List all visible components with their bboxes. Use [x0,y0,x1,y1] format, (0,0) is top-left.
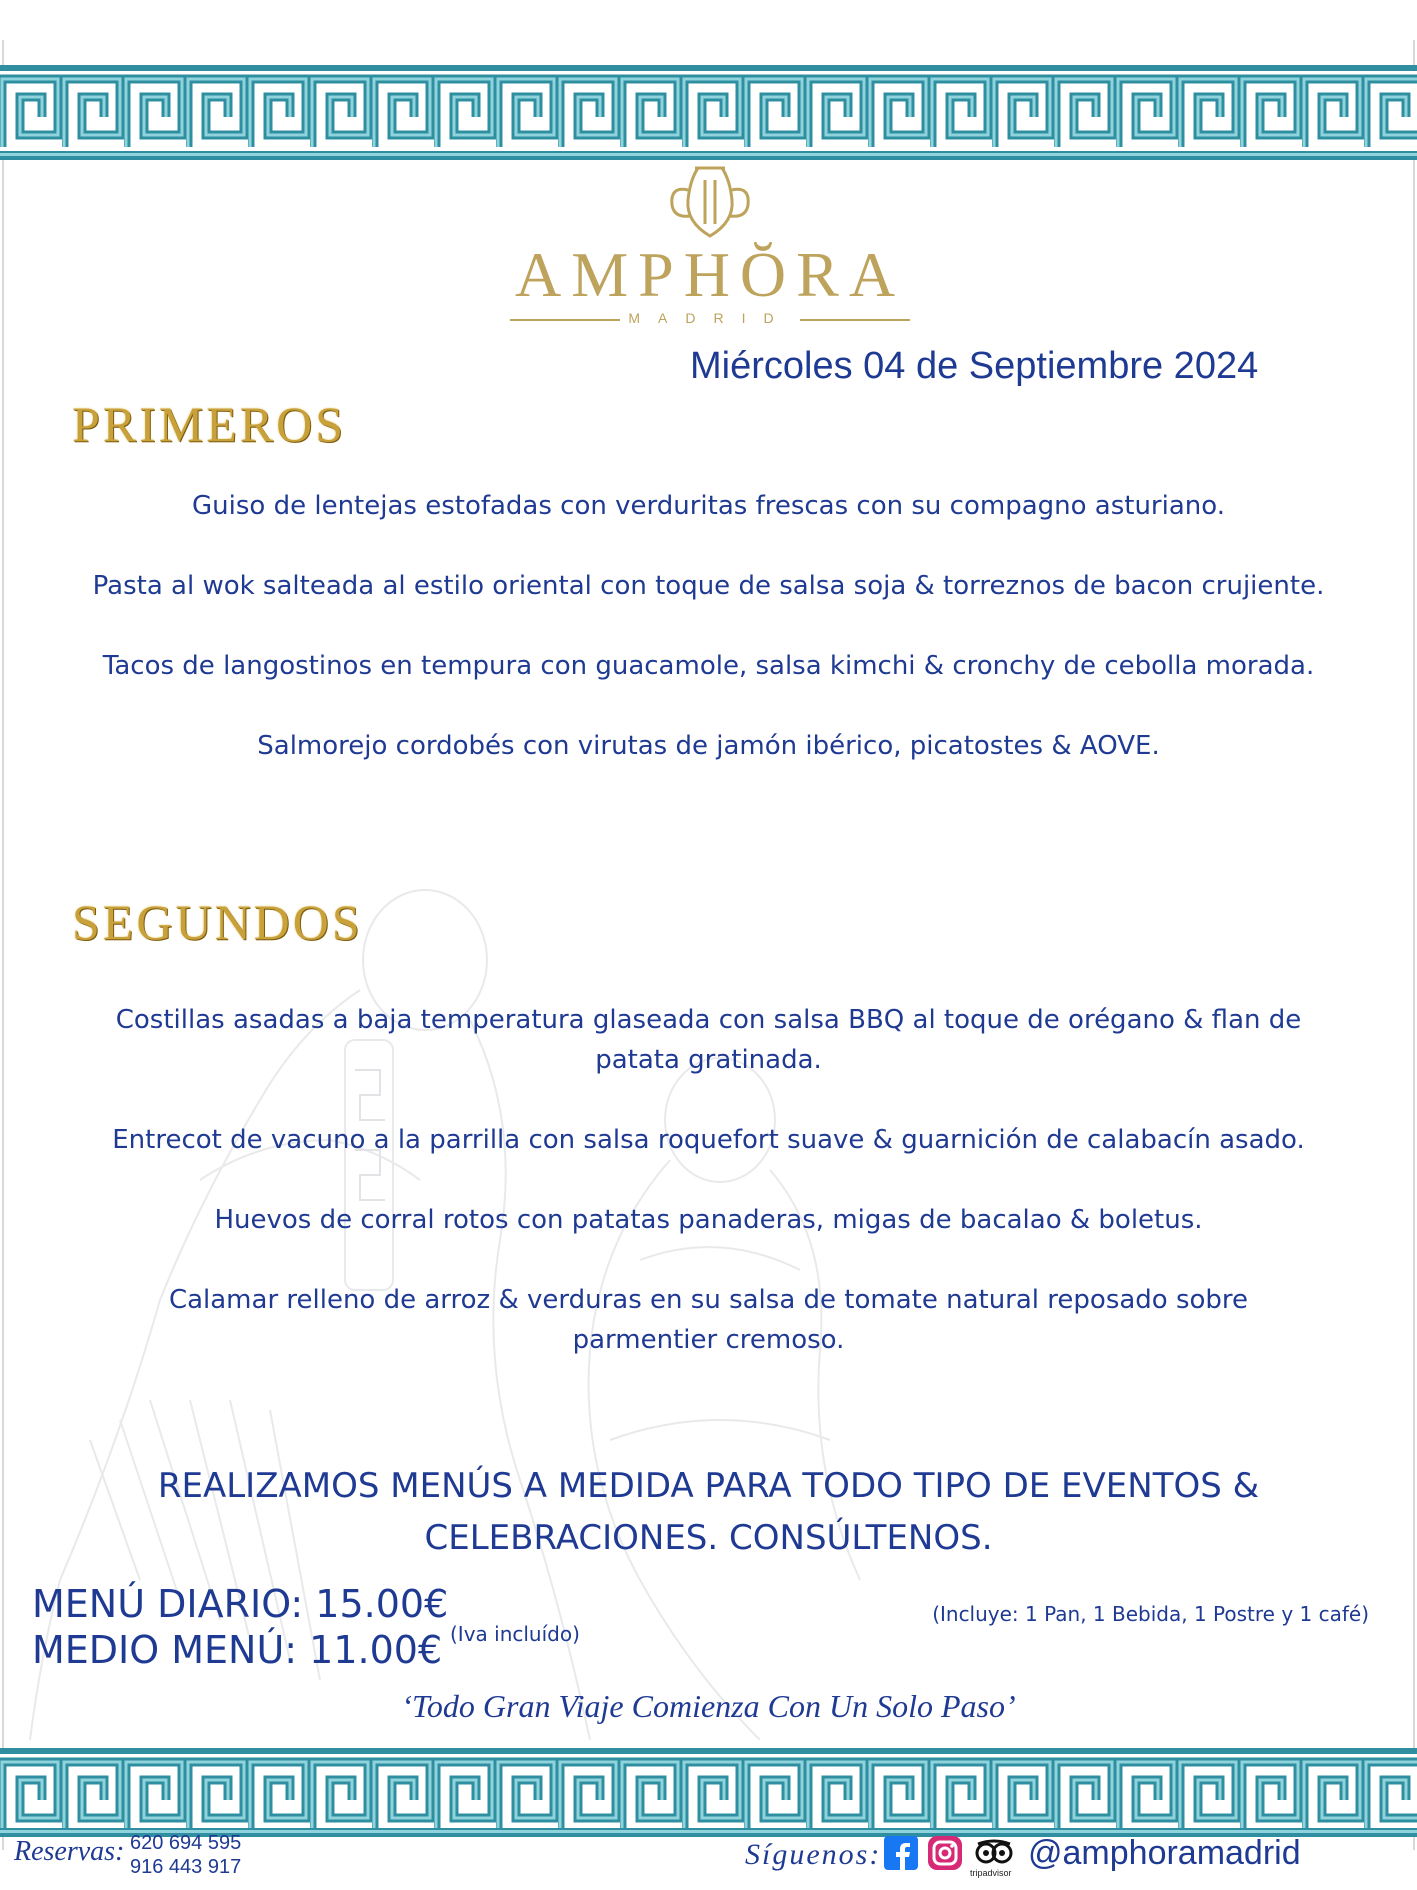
instagram-icon[interactable] [928,1836,962,1870]
primeros-dish-1: Guiso de lentejas estofadas con verduritas frescas con su compagno asturiano. [192,491,1225,521]
section-title-primeros: PRIMEROS [72,396,347,452]
greek-key-border-bottom [0,1748,1417,1843]
brand-name: AMPHŎRA [514,239,906,310]
segundos-dish-3: Huevos de corral rotos con patatas panaderas, migas de bacalao & boletus. [214,1205,1203,1235]
greek-key-border-icon [0,65,1417,160]
segundos-dish-4: Calamar relleno de arroz & verduras en su salsa de tomate natural reposado sobre parmentier cremoso. [168,1285,1249,1355]
segundos-dish-1: Costillas asadas a baja temperatura glaseada con salsa BBQ al toque de orégano & flan de patata gratinada. [115,1005,1302,1075]
includes-note: (Incluye: 1 Pan, 1 Bebida, 1 Postre y 1 café) [932,1602,1369,1626]
social-handle[interactable]: @amphoramadrid [1028,1834,1301,1872]
phone-number-2[interactable]: 916 443 917 [130,1856,242,1878]
reservas-label: Reservas: [14,1836,125,1867]
greek-key-border-top [0,65,1417,160]
menu-date: Miércoles 04 de Septiembre 2024 [690,345,1259,387]
phone-number-1[interactable]: 620 694 595 [130,1832,242,1854]
section-title-segundos: SEGUNDOS [72,894,363,950]
greek-key-border-icon [0,1748,1417,1843]
facebook-icon[interactable] [884,1836,918,1870]
tripadvisor-label: tripadvisor [970,1868,1012,1878]
price-menu-diario: MENÚ DIARIO: 15.00€ [32,1582,449,1626]
siguenos-label: Síguenos: [745,1838,882,1871]
tripadvisor-icon[interactable] [974,1836,1014,1870]
primeros-dish-2: Pasta al wok salteada al estilo oriental con toque de salsa soja & torreznos de bacon crujiente. [92,571,1325,601]
motto-quote: ‘Todo Gran Viaje Comienza Con Un Solo Paso’ [401,1688,1016,1724]
iva-note: (Iva incluído) [450,1622,580,1646]
price-medio-menu: MEDIO MENÚ: 11.00€ [32,1628,443,1672]
events-notice: REALIZAMOS MENÚS A MEDIDA PARA TODO TIPO DE EVENTOS & CELEBRACIONES. CONSÚLTENOS. [157,1466,1260,1558]
brand-sub: MADRID [628,310,792,326]
amphora-logo [500,160,920,345]
primeros-dish-3: Tacos de langostinos en tempura con guacamole, salsa kimchi & cronchy de cebolla morada. [102,651,1315,681]
amphora-icon [650,160,770,240]
primeros-dish-4: Salmorejo cordobés con virutas de jamón ibérico, picatostes & AOVE. [257,731,1160,761]
segundos-dish-2: Entrecot de vacuno a la parrilla con salsa roquefort suave & guarnición de calabacín asado. [112,1125,1305,1155]
